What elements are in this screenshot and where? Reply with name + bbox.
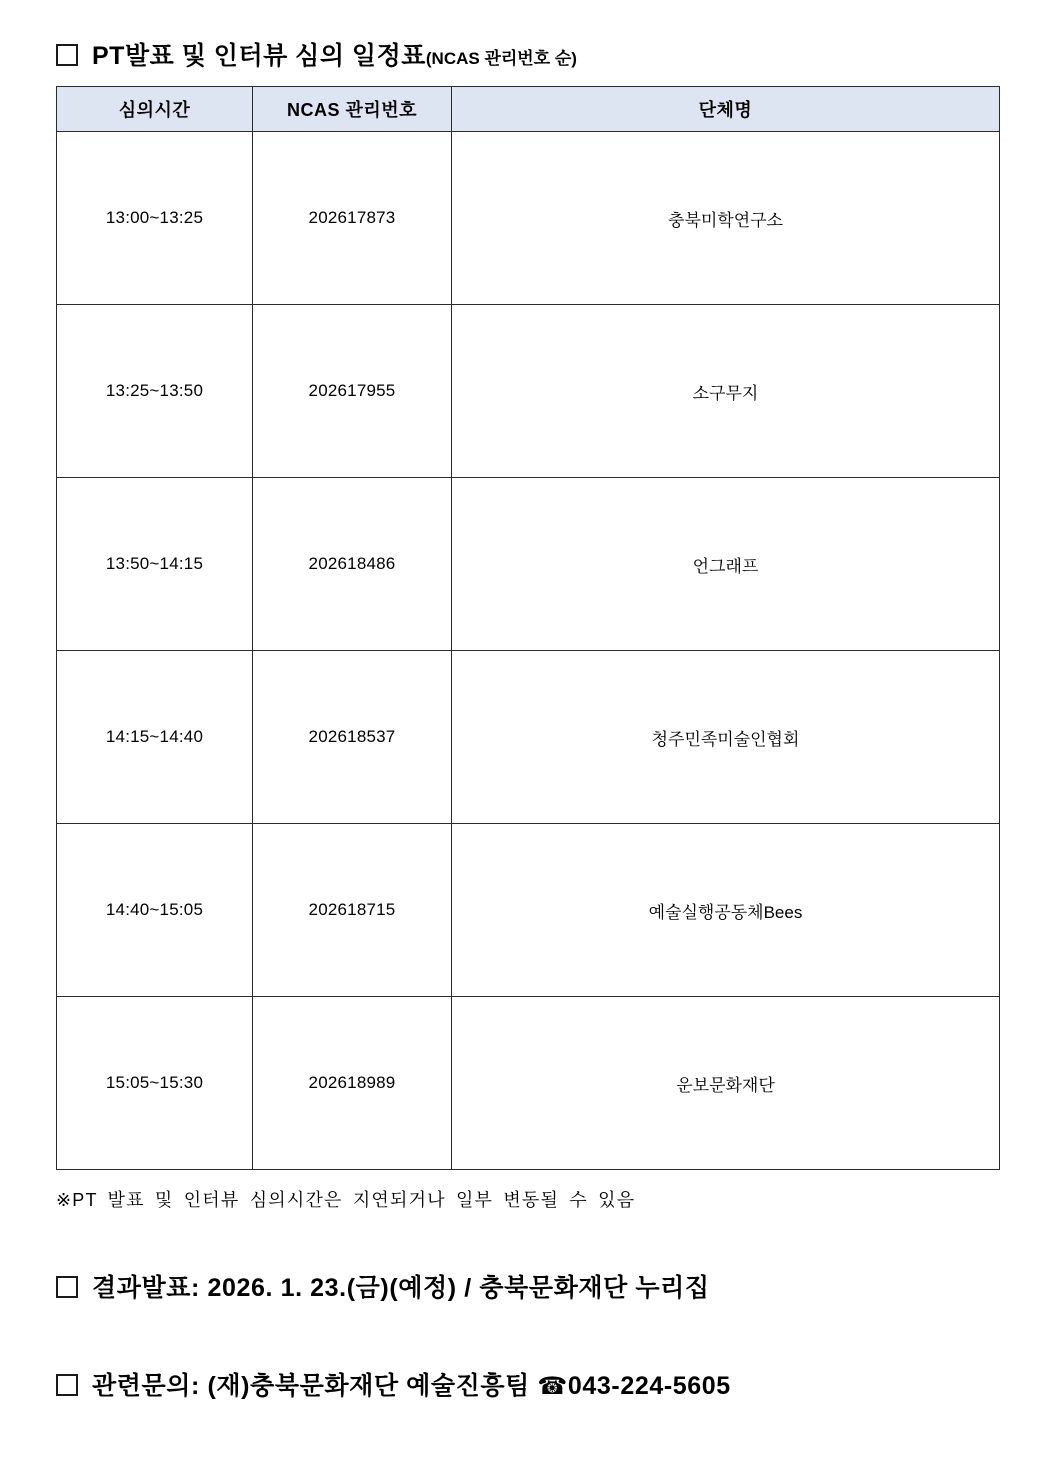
cell-org: 충북미학연구소	[452, 132, 1000, 305]
cell-org: 청주민족미술인협회	[452, 651, 1000, 824]
table-note: ※PT 발표 및 인터뷰 심의시간은 지연되거나 일부 변동될 수 있음	[56, 1190, 636, 1210]
column-header-time: 심의시간	[57, 87, 253, 132]
cell-time: 13:50~14:15	[57, 478, 253, 651]
page-title	[92, 36, 577, 72]
page-title-sub: (NCAS 관리번호 순)	[425, 49, 577, 68]
table-row	[57, 824, 1000, 997]
cell-code: 202618715	[253, 824, 452, 997]
cell-code: 202617955	[253, 305, 452, 478]
cell-code: 202618537	[253, 651, 452, 824]
checkbox-icon	[56, 1276, 78, 1298]
cell-time: 15:05~15:30	[57, 997, 253, 1170]
table-row	[57, 651, 1000, 824]
cell-org: 소구무지	[452, 305, 1000, 478]
checkbox-icon	[56, 44, 78, 66]
table-row	[57, 305, 1000, 478]
inquiry-label: 관련문의: (재)충북문화재단 예술진흥팀	[92, 1372, 530, 1400]
column-header-code: NCAS 관리번호	[253, 87, 452, 132]
cell-time: 13:00~13:25	[57, 132, 253, 305]
cell-org: 예술실행공동체Bees	[452, 824, 1000, 997]
column-header-org: 단체명	[452, 87, 1000, 132]
telephone-icon: ☎	[537, 1373, 568, 1400]
result-announcement-line	[56, 1268, 990, 1304]
cell-org: 언그래프	[452, 478, 1000, 651]
inquiry-text	[92, 1366, 731, 1402]
cell-code: 202617873	[253, 132, 452, 305]
table-row	[57, 132, 1000, 305]
cell-code: 202618486	[253, 478, 452, 651]
cell-org: 운보문화재단	[452, 997, 1000, 1170]
table-header	[57, 87, 1000, 132]
page-title-main: PT발표 및 인터뷰 심의 일정표	[92, 42, 426, 70]
table-row	[57, 478, 1000, 651]
table-row	[57, 997, 1000, 1170]
schedule-table	[56, 86, 1000, 1170]
inquiry-line	[56, 1366, 990, 1402]
cell-time: 14:40~15:05	[57, 824, 253, 997]
cell-time: 14:15~14:40	[57, 651, 253, 824]
cell-code: 202618989	[253, 997, 452, 1170]
section-heading	[56, 36, 990, 72]
table-body	[57, 132, 1000, 1170]
phone-number: 043-224-5605	[567, 1372, 731, 1400]
cell-time: 13:25~13:50	[57, 305, 253, 478]
checkbox-icon	[56, 1374, 78, 1396]
result-announcement-text: 결과발표: 2026. 1. 23.(금)(예정) / 충북문화재단 누리집	[92, 1274, 710, 1302]
table-header-row	[57, 87, 1000, 132]
